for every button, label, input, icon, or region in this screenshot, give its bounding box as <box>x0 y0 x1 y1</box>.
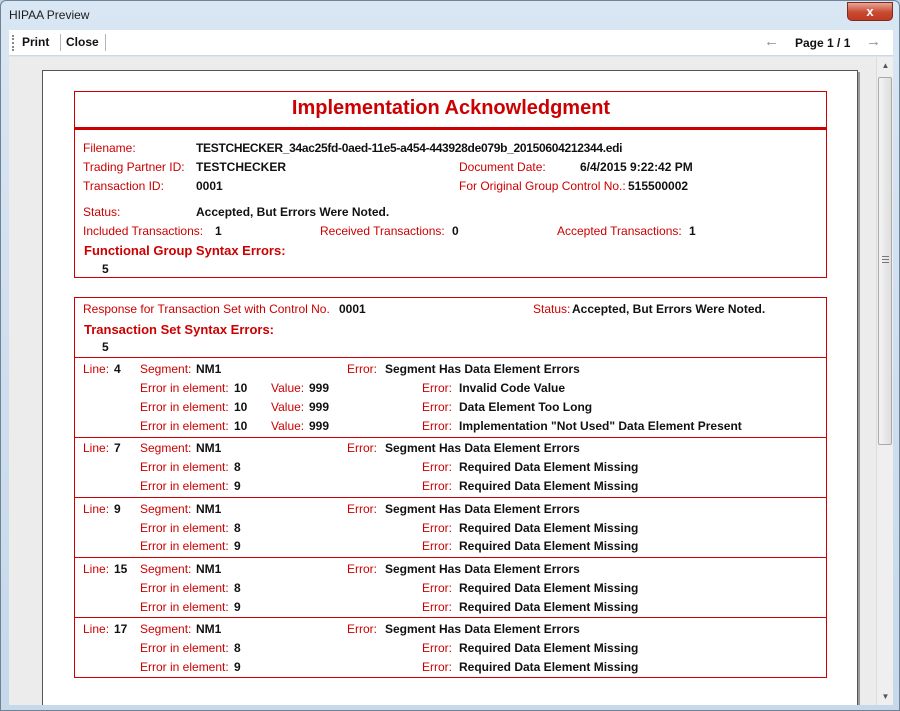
element-error-label: Error: <box>422 460 452 474</box>
status-value: Accepted, But Errors Were Noted. <box>196 205 390 219</box>
element-number: 9 <box>234 539 241 553</box>
element-number: 10 <box>234 381 248 395</box>
error-label: Error: <box>347 622 377 636</box>
segment-label: Segment: <box>140 502 192 516</box>
group-control-value: 515500002 <box>628 179 689 193</box>
segment-error: Segment Has Data Element Errors <box>385 562 580 576</box>
element-error-label: Error: <box>422 521 452 535</box>
segment-label: Segment: <box>140 622 192 636</box>
page-indicator: Page 1 / 1 <box>795 36 851 50</box>
element-label: Error in element: <box>140 660 229 674</box>
line-number: 4 <box>114 362 121 376</box>
element-number: 8 <box>234 521 241 535</box>
line-number: 9 <box>114 502 121 516</box>
line-number: 15 <box>114 562 128 576</box>
control-number-value: 0001 <box>339 302 366 316</box>
element-error: Implementation "Not Used" Data Element Present <box>459 419 742 433</box>
element-error: Required Data Element Missing <box>459 641 639 655</box>
report-page <box>42 70 858 705</box>
segment-error: Segment Has Data Element Errors <box>385 362 580 376</box>
included-transactions-value: 1 <box>215 224 222 238</box>
included-transactions-label: Included Transactions: <box>83 224 204 238</box>
accepted-transactions-label: Accepted Transactions: <box>557 224 682 238</box>
scroll-up-icon[interactable]: ▲ <box>881 61 890 70</box>
block-divider <box>75 497 826 498</box>
element-error-label: Error: <box>422 479 452 493</box>
block-divider <box>75 617 826 618</box>
close-button[interactable]: Close <box>66 35 99 49</box>
value-label: Value: <box>271 400 305 414</box>
transaction-id-value: 0001 <box>196 179 223 193</box>
title-divider <box>75 127 827 130</box>
element-value: 999 <box>309 400 330 414</box>
segment-value: NM1 <box>196 502 222 516</box>
element-error: Required Data Element Missing <box>459 479 639 493</box>
next-page-icon[interactable]: → <box>866 33 881 50</box>
element-error: Required Data Element Missing <box>459 600 639 614</box>
block-divider <box>75 437 826 438</box>
transaction-set-box <box>74 297 827 678</box>
group-control-label: For Original Group Control No.: <box>459 179 626 193</box>
element-error-label: Error: <box>422 641 452 655</box>
functional-group-errors-value: 5 <box>102 262 109 276</box>
element-label: Error in element: <box>140 460 229 474</box>
received-transactions-value: 0 <box>452 224 459 238</box>
line-label: Line: <box>83 362 110 376</box>
toolbar-grip[interactable] <box>12 35 14 51</box>
txset-status-label: Status: <box>533 302 571 316</box>
line-label: Line: <box>83 441 110 455</box>
document-date-label: Document Date: <box>459 160 546 174</box>
element-error: Required Data Element Missing <box>459 521 639 535</box>
element-number: 8 <box>234 460 241 474</box>
transaction-id-label: Transaction ID: <box>83 179 164 193</box>
element-label: Error in element: <box>140 581 229 595</box>
report-title: Implementation Acknowledgment <box>291 97 611 119</box>
error-label: Error: <box>347 441 377 455</box>
line-label: Line: <box>83 562 110 576</box>
error-label: Error: <box>347 562 377 576</box>
toolbar <box>9 30 893 56</box>
line-number: 17 <box>114 622 128 636</box>
element-error-label: Error: <box>422 581 452 595</box>
segment-error: Segment Has Data Element Errors <box>385 622 580 636</box>
txset-status-value: Accepted, But Errors Were Noted. <box>572 302 766 316</box>
status-label: Status: <box>83 205 121 219</box>
segment-value: NM1 <box>196 562 222 576</box>
element-error-label: Error: <box>422 400 452 414</box>
element-error: Invalid Code Value <box>459 381 566 395</box>
element-error-label: Error: <box>422 381 452 395</box>
transaction-set-errors-value: 5 <box>102 340 109 354</box>
trading-partner-label: Trading Partner ID: <box>83 160 185 174</box>
error-label: Error: <box>347 502 377 516</box>
segment-label: Segment: <box>140 441 192 455</box>
element-label: Error in element: <box>140 539 229 553</box>
element-value: 999 <box>309 381 330 395</box>
preview-viewport[interactable] <box>9 57 876 705</box>
functional-group-errors-heading: Functional Group Syntax Errors: <box>84 243 286 258</box>
filename-value: TESTCHECKER_34ac25fd-0aed-11e5-a454-443928de079b_20150604212344.edi <box>196 141 623 155</box>
element-error-label: Error: <box>422 660 452 674</box>
element-label: Error in element: <box>140 479 229 493</box>
close-icon: x <box>866 4 874 19</box>
value-label: Value: <box>271 419 305 433</box>
print-button[interactable]: Print <box>22 35 50 49</box>
error-label: Error: <box>347 362 377 376</box>
element-label: Error in element: <box>140 381 229 395</box>
window-title: HIPAA Preview <box>9 8 90 22</box>
segment-value: NM1 <box>196 441 222 455</box>
element-number: 10 <box>234 400 248 414</box>
segment-error: Segment Has Data Element Errors <box>385 441 580 455</box>
segment-error: Segment Has Data Element Errors <box>385 502 580 516</box>
element-error-label: Error: <box>422 539 452 553</box>
line-label: Line: <box>83 502 110 516</box>
element-number: 10 <box>234 419 248 433</box>
segment-value: NM1 <box>196 622 222 636</box>
accepted-transactions-value: 1 <box>689 224 696 238</box>
received-transactions-label: Received Transactions: <box>320 224 445 238</box>
element-number: 9 <box>234 600 241 614</box>
segment-label: Segment: <box>140 562 192 576</box>
element-label: Error in element: <box>140 419 229 433</box>
acknowledgment-header-box <box>74 91 827 278</box>
value-label: Value: <box>271 381 305 395</box>
element-error: Required Data Element Missing <box>459 460 639 474</box>
element-number: 9 <box>234 660 241 674</box>
element-label: Error in element: <box>140 521 229 535</box>
toolbar-separator <box>60 34 61 51</box>
element-error: Data Element Too Long <box>459 400 593 414</box>
element-number: 8 <box>234 581 241 595</box>
scrollbar-thumb[interactable] <box>878 77 892 445</box>
line-number: 7 <box>114 441 121 455</box>
element-error: Required Data Element Missing <box>459 539 639 553</box>
element-label: Error in element: <box>140 600 229 614</box>
element-error-label: Error: <box>422 419 452 433</box>
toolbar-separator <box>105 34 106 51</box>
prev-page-icon[interactable]: ← <box>764 33 779 50</box>
grip-icon <box>882 256 889 263</box>
element-error-label: Error: <box>422 600 452 614</box>
element-label: Error in element: <box>140 400 229 414</box>
element-error: Required Data Element Missing <box>459 660 639 674</box>
trading-partner-value: TESTCHECKER <box>196 160 287 174</box>
response-label: Response for Transaction Set with Control No. <box>83 302 330 316</box>
filename-label: Filename: <box>83 141 136 155</box>
scroll-down-icon[interactable]: ▼ <box>881 692 890 701</box>
line-label: Line: <box>83 622 110 636</box>
element-label: Error in element: <box>140 641 229 655</box>
element-error: Required Data Element Missing <box>459 581 639 595</box>
element-value: 999 <box>309 419 330 433</box>
element-number: 8 <box>234 641 241 655</box>
element-number: 9 <box>234 479 241 493</box>
window-close-button[interactable] <box>847 2 893 21</box>
block-divider <box>75 557 826 558</box>
vertical-scrollbar[interactable] <box>876 57 893 705</box>
block-divider <box>75 357 826 358</box>
segment-label: Segment: <box>140 362 192 376</box>
transaction-set-errors-heading: Transaction Set Syntax Errors: <box>84 322 275 337</box>
title-bar[interactable] <box>1 1 899 29</box>
document-date-value: 6/4/2015 9:22:42 PM <box>580 160 693 174</box>
segment-value: NM1 <box>196 362 222 376</box>
